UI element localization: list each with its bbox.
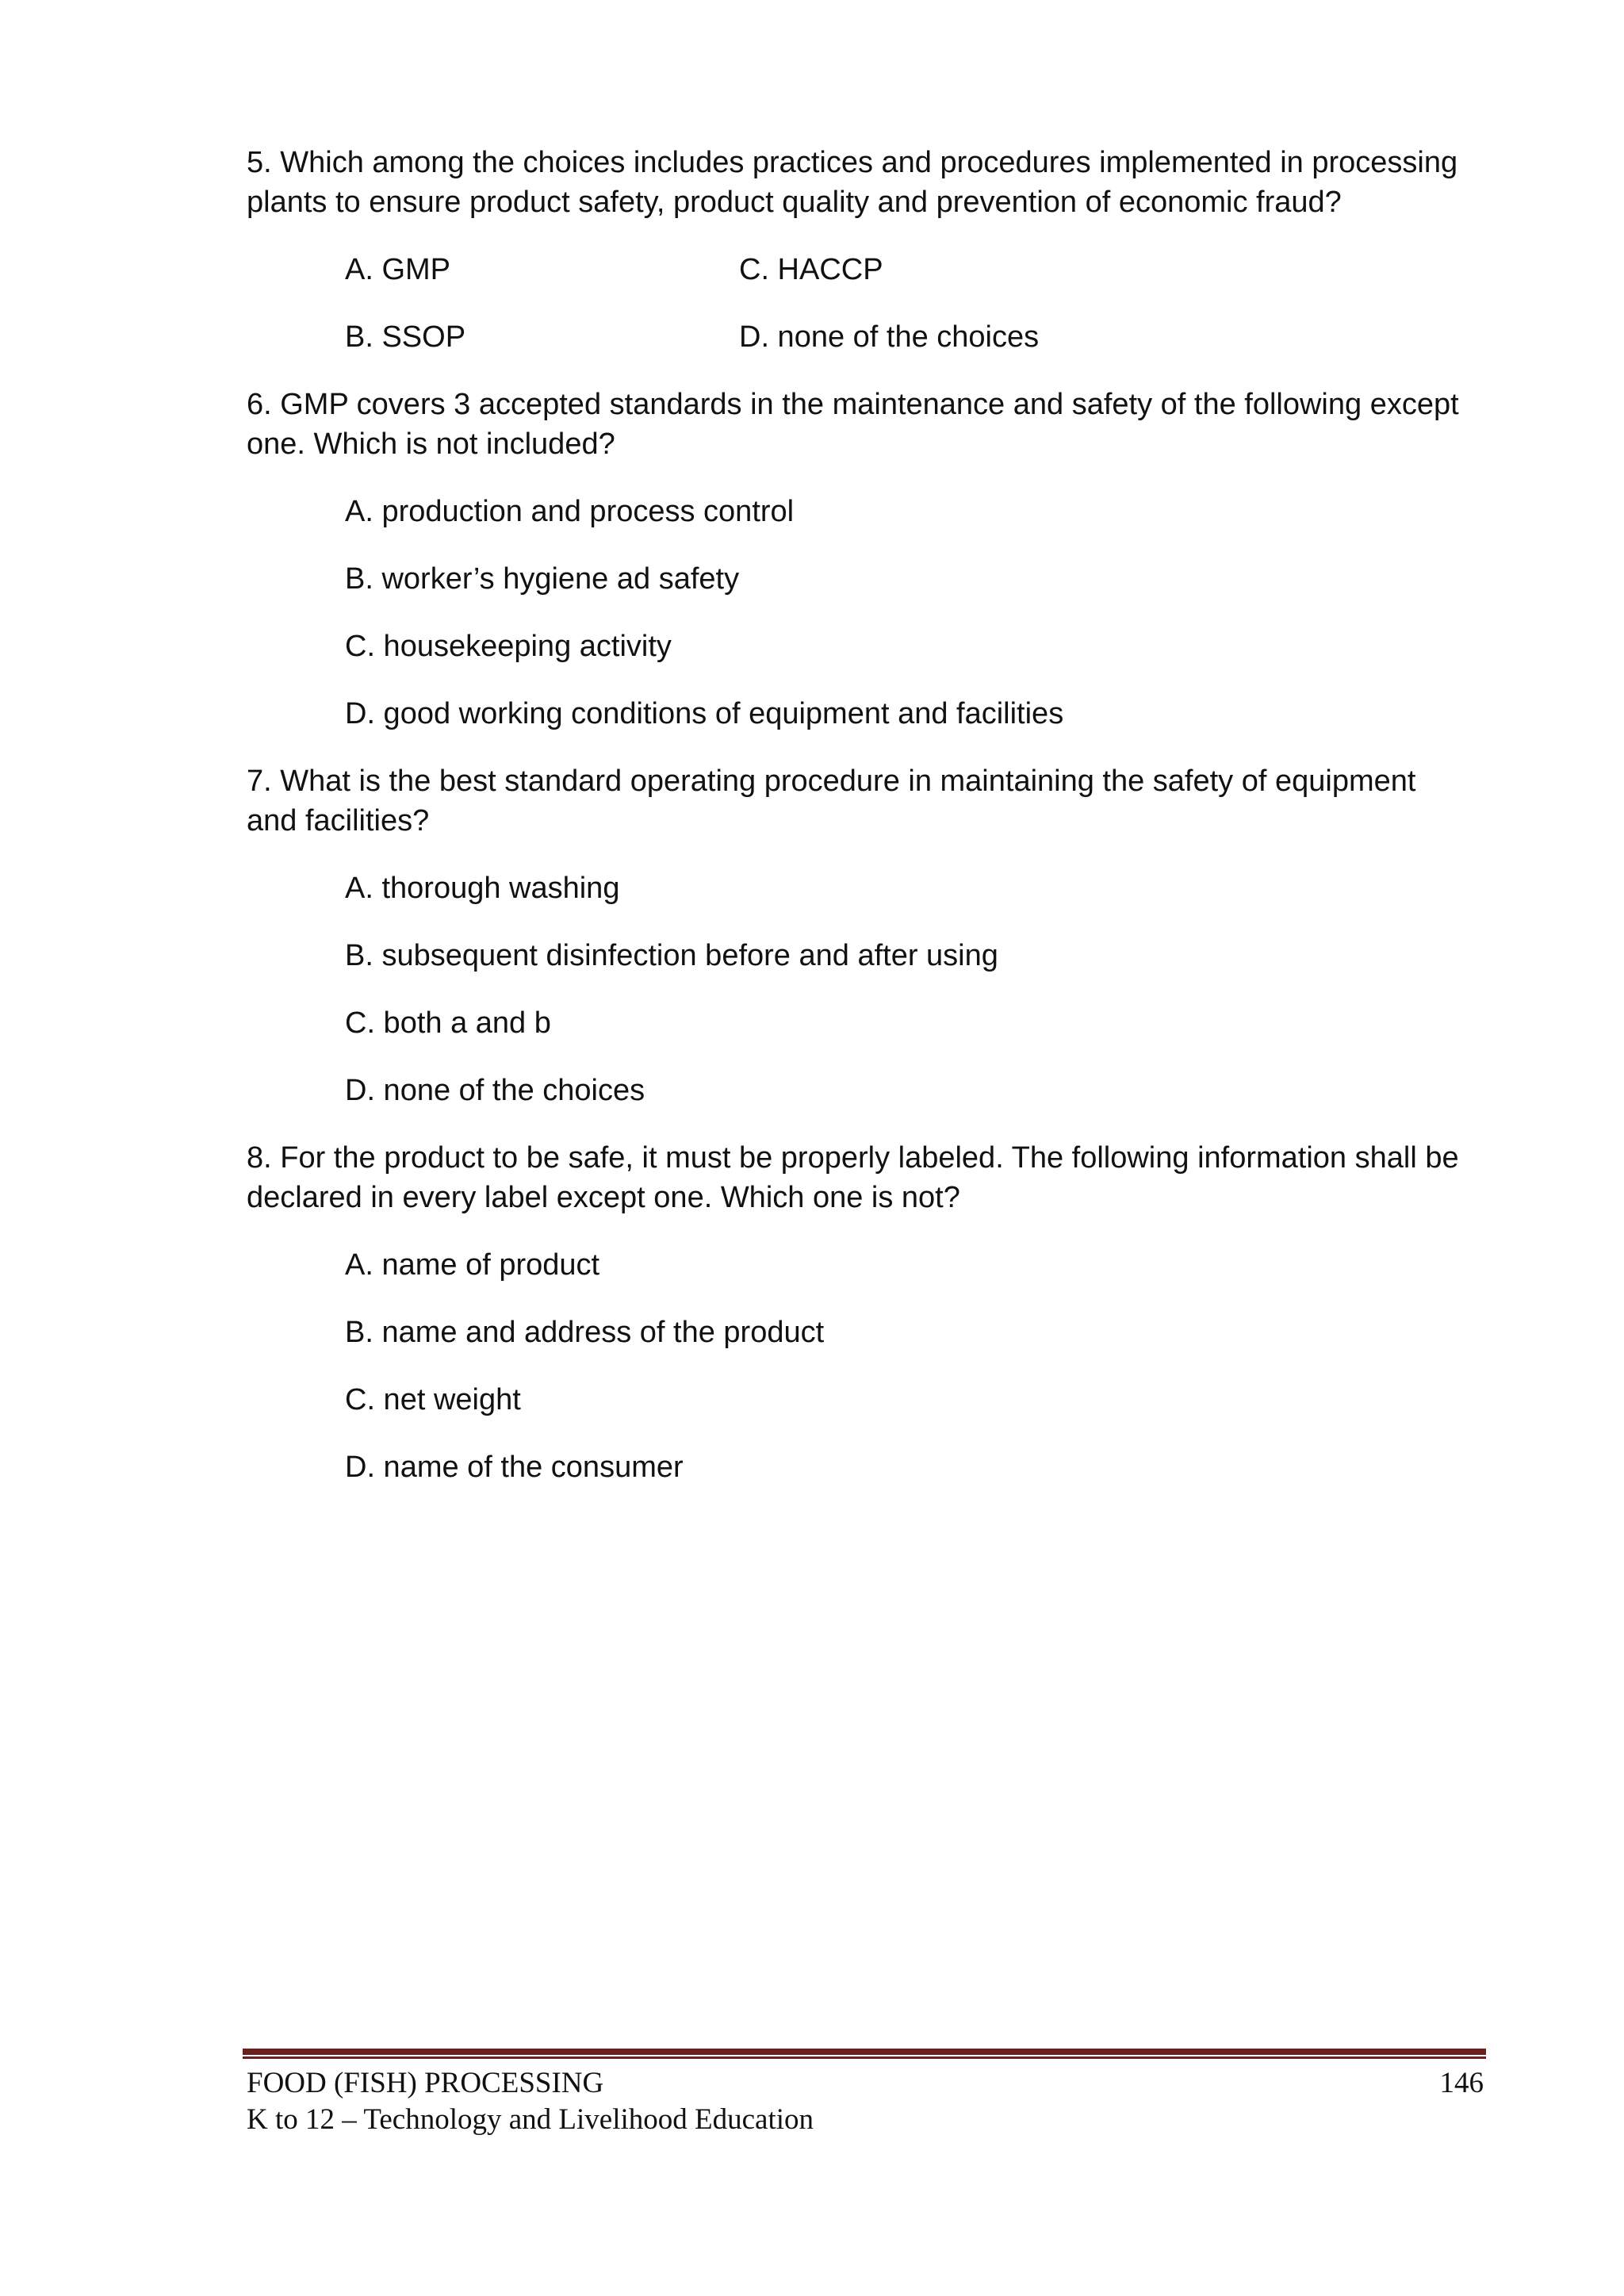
question-line: plants to ensure product safety, product quality and prevention of economic fraud? (247, 186, 1342, 219)
footer-divider-thick (243, 2049, 1486, 2055)
option-c: C. HACCP (739, 253, 883, 286)
question-5 (247, 143, 1484, 357)
question-line: and facilities? (247, 804, 430, 838)
question-6 (247, 385, 1484, 734)
question-line: one. Which is not included? (247, 427, 615, 461)
footer-title: FOOD (FISH) PROCESSING (247, 2067, 604, 2099)
page-number: 146 (1439, 2067, 1484, 2099)
option-row (345, 317, 1484, 357)
question-line: 6. GMP covers 3 accepted standards in the maintenance and safety of the following except (247, 388, 1459, 421)
footer-divider (243, 2049, 1486, 2060)
option-d: D. none of the choices (739, 320, 1040, 354)
question-text (247, 761, 1484, 841)
page-content (247, 143, 1484, 1487)
option-d: D. name of the consumer (345, 1451, 684, 1484)
option-a: A. name of product (345, 1248, 600, 1282)
page-footer (247, 2065, 1484, 2138)
option-b: B. worker’s hygiene ad safety (345, 562, 740, 596)
question-text (247, 385, 1484, 464)
option-c: C. both a and b (345, 1006, 551, 1040)
question-7 (247, 761, 1484, 1110)
question-line: declared in every label except one. Which one is not? (247, 1181, 960, 1214)
footer-row (247, 2065, 1484, 2102)
question-8 (247, 1138, 1484, 1487)
footer-subtitle: K to 12 – Technology and Livelihood Education (247, 2103, 814, 2136)
question-line: 5. Which among the choices includes practices and procedures implemented in processing (247, 146, 1458, 179)
option-d: D. good working conditions of equipment and facilities (345, 697, 1064, 730)
option-c: C. housekeeping activity (345, 630, 672, 663)
question-line: 7. What is the best standard operating procedure in maintaining the safety of equipment (247, 765, 1416, 798)
option-b: B. subsequent disinfection before and after using (345, 939, 998, 972)
option-a: A. thorough washing (345, 872, 620, 905)
option-b: B. name and address of the product (345, 1316, 825, 1349)
question-text (247, 1138, 1484, 1217)
footer-divider-thin (243, 2056, 1486, 2059)
option-a: A. production and process control (345, 495, 795, 528)
option-d: D. none of the choices (345, 1074, 645, 1107)
question-line: 8. For the product to be safe, it must be properly labeled. The following information shall be (247, 1141, 1459, 1175)
option-b: B. SSOP (345, 320, 466, 354)
question-text (247, 143, 1484, 222)
option-row (345, 250, 1484, 289)
option-a: A. GMP (345, 253, 451, 286)
option-c: C. net weight (345, 1383, 521, 1416)
